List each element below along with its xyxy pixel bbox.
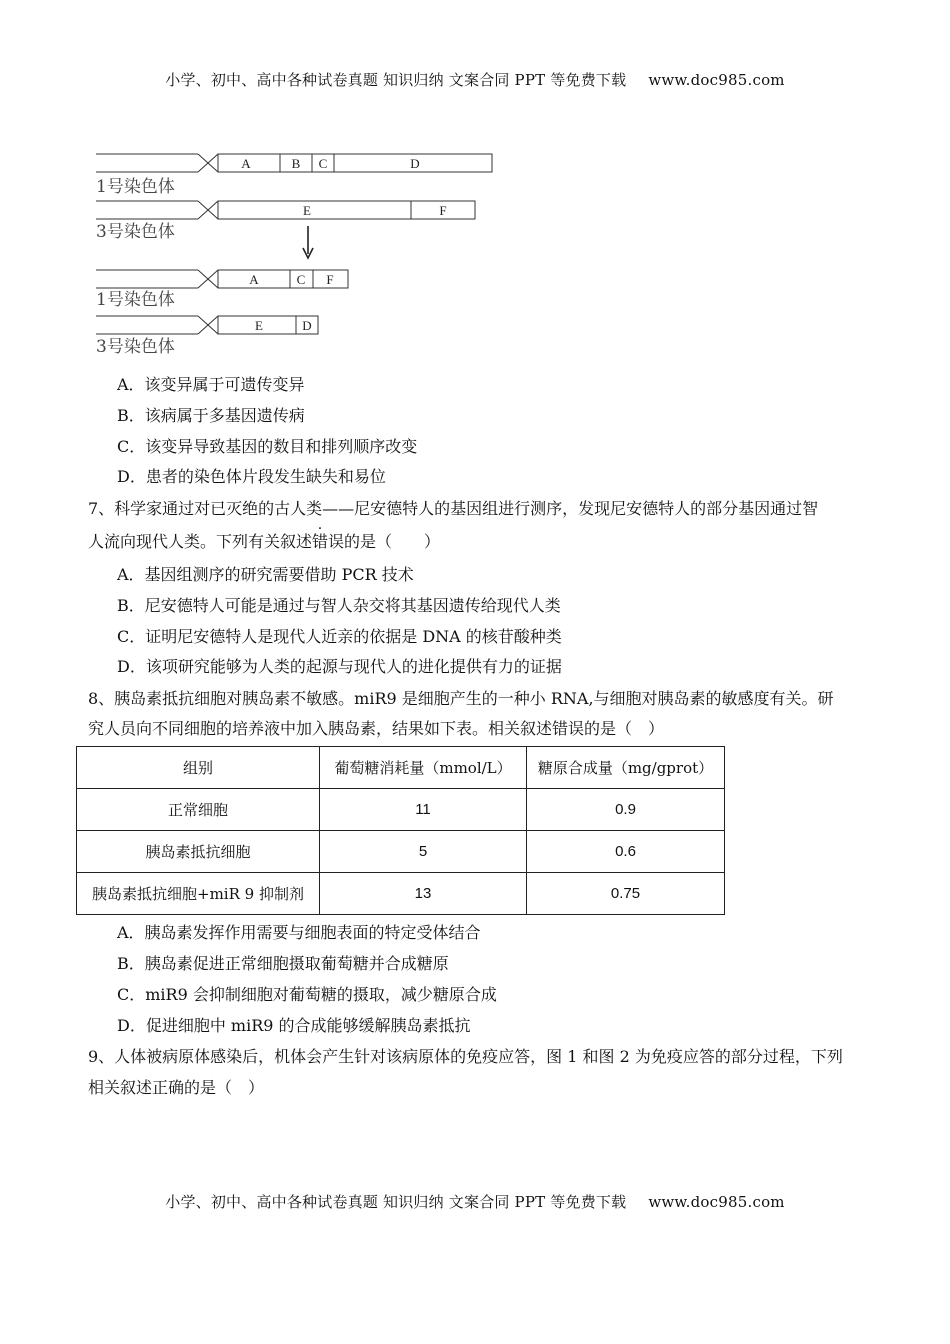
q8-option-c: C．miR9 会抑制细胞对葡萄糖的摄取，减少糖原合成 xyxy=(117,985,497,1004)
footer-text: 小学、初中、高中各种试卷真题 知识归纳 文案合同 PPT 等免费下载 xyxy=(165,1193,627,1211)
table-cell: 胰岛素抵抗细胞 xyxy=(77,831,320,873)
q7-option-b: B．尼安德特人可能是通过与智人杂交将其基因遗传给现代人类 xyxy=(117,596,561,615)
table-cell: 11 xyxy=(320,789,527,831)
segment-label: C xyxy=(296,272,306,287)
segment-label: A xyxy=(241,156,251,171)
q8-option-a: A．胰岛素发挥作用需要与细胞表面的特定受体结合 xyxy=(117,923,481,942)
segment-label: B xyxy=(291,156,301,171)
q7-stem-text: 人流向现代人类。下列有关叙述 xyxy=(88,532,313,551)
q9-stem-line2: 相关叙述正确的是（ ） xyxy=(88,1078,265,1097)
table-cell: 0.6 xyxy=(527,831,725,873)
table-header: 组别 xyxy=(77,747,320,789)
chromosome-label: 1号染色体 xyxy=(96,290,175,310)
page-header xyxy=(0,69,950,90)
q8-stem-line2: 究人员向不同细胞的培养液中加入胰岛素，结果如下表。相关叙述错误的是（ ） xyxy=(88,719,665,738)
table-header: 葡萄糖消耗量（mmol/L） xyxy=(320,747,527,789)
segment-label: F xyxy=(326,272,334,287)
q8-option-d: D．促进细胞中 miR9 的合成能够缓解胰岛素抵抗 xyxy=(117,1016,471,1035)
q7-option-c: C．证明尼安德特人是现代人近亲的依据是 DNA 的核苷酸种类 xyxy=(117,627,562,646)
q7-option-a: A．基因组测序的研究需要借助 PCR 技术 xyxy=(117,565,414,584)
page-footer xyxy=(0,1191,950,1212)
segment-label: F xyxy=(439,203,447,218)
q7-option-d: D．该项研究能够为人类的起源与现代人的进化提供有力的证据 xyxy=(117,657,562,676)
q9-stem-line1: 9、人体被病原体感染后，机体会产生针对该病原体的免疫应答，图 1 和图 2 为免疫应答的部分过程，下列 xyxy=(88,1047,843,1066)
table-cell: 0.9 xyxy=(527,789,725,831)
chromosome-diagram xyxy=(92,146,512,361)
chromosome-3-before xyxy=(96,201,475,242)
table-header-row xyxy=(77,747,725,789)
table-row xyxy=(77,873,725,915)
chromosome-1-before xyxy=(96,154,492,197)
table-row xyxy=(77,789,725,831)
chromosome-3-after xyxy=(96,316,318,357)
table-cell: 正常细胞 xyxy=(77,789,320,831)
q6-option-a: A．该变异属于可遗传变异 xyxy=(117,375,305,394)
emphasis-mark: 错 xyxy=(312,532,329,551)
segment-label: A xyxy=(249,272,259,287)
table-cell: 0.75 xyxy=(527,873,725,915)
q6-option-c: C．该变异导致基因的数目和排列顺序改变 xyxy=(117,437,418,456)
q7-stem-line2 xyxy=(88,529,440,552)
q8-option-b: B．胰岛素促进正常细胞摄取葡萄糖并合成糖原 xyxy=(117,954,449,973)
q6-option-b: B．该病属于多基因遗传病 xyxy=(117,406,305,425)
table-header: 糖原合成量（mg/gprot） xyxy=(527,747,725,789)
q7-stem-text-end: 误的是（ ） xyxy=(328,532,441,551)
q8-stem-line1: 8、胰岛素抵抗细胞对胰岛素不敏感。miR9 是细胞产生的一种小 RNA,与细胞对胰岛素的敏感度有关。研 xyxy=(88,689,834,708)
footer-url[interactable]: www.doc985.com xyxy=(648,1193,785,1211)
segment-label: E xyxy=(255,318,263,333)
chromosome-label: 1号染色体 xyxy=(96,177,175,197)
segment-label: D xyxy=(410,156,420,171)
header-text: 小学、初中、高中各种试卷真题 知识归纳 文案合同 PPT 等免费下载 xyxy=(165,71,627,89)
table-cell: 胰岛素抵抗细胞+miR 9 抑制剂 xyxy=(77,873,320,915)
chromosome-1-after xyxy=(96,270,348,310)
chromosome-label: 3号染色体 xyxy=(96,222,175,242)
chromosome-label: 3号染色体 xyxy=(96,337,175,357)
segment-label: E xyxy=(303,203,311,218)
segment-label: C xyxy=(318,156,328,171)
results-table xyxy=(76,746,725,915)
table-cell: 5 xyxy=(320,831,527,873)
segment-label: D xyxy=(302,318,312,333)
table-row xyxy=(77,831,725,873)
header-url[interactable]: www.doc985.com xyxy=(648,71,785,89)
q6-option-d: D．患者的染色体片段发生缺失和易位 xyxy=(117,467,386,486)
arrow-down-icon xyxy=(303,226,313,258)
q7-stem-line1: 7、科学家通过对已灭绝的古人类——尼安德特人的基因组进行测序，发现尼安德特人的部分基因通过智 xyxy=(88,499,819,518)
table-cell: 13 xyxy=(320,873,527,915)
